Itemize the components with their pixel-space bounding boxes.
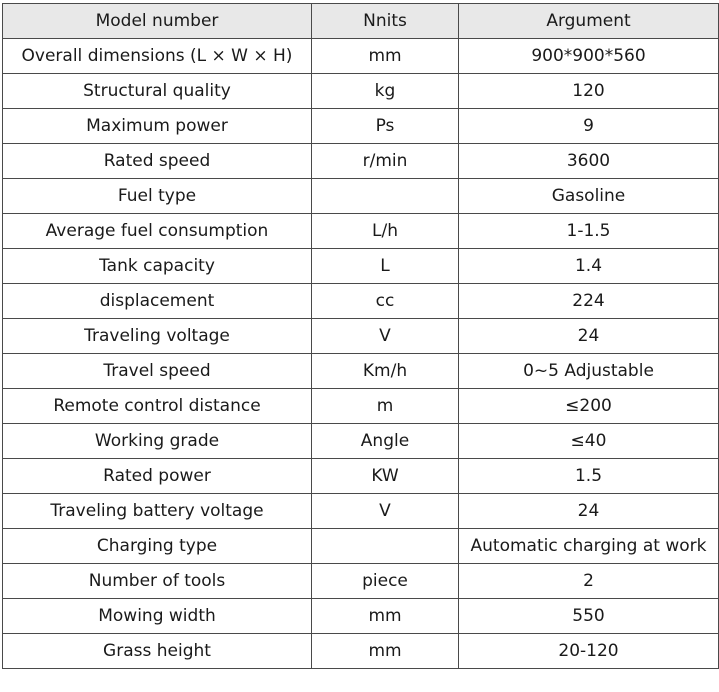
table-row xyxy=(3,214,719,249)
row-value: 20-120 xyxy=(459,634,719,669)
row-unit: L/h xyxy=(312,214,459,249)
row-value: 1-1.5 xyxy=(459,214,719,249)
row-unit: mm xyxy=(312,39,459,74)
row-value: 0~5 Adjustable xyxy=(459,354,719,389)
table-row xyxy=(3,109,719,144)
row-unit: KW xyxy=(312,459,459,494)
row-value: 120 xyxy=(459,74,719,109)
table-row xyxy=(3,389,719,424)
row-label: Average fuel consumption xyxy=(3,214,312,249)
row-label: Grass height xyxy=(3,634,312,669)
table-row xyxy=(3,354,719,389)
row-label: Traveling voltage xyxy=(3,319,312,354)
row-value: 224 xyxy=(459,284,719,319)
row-value: ≤40 xyxy=(459,424,719,459)
row-unit: V xyxy=(312,494,459,529)
row-label: Travel speed xyxy=(3,354,312,389)
row-unit xyxy=(312,529,459,564)
row-label: Traveling battery voltage xyxy=(3,494,312,529)
row-unit xyxy=(312,179,459,214)
header-argument: Argument xyxy=(459,4,719,39)
row-value: 2 xyxy=(459,564,719,599)
row-value: 24 xyxy=(459,494,719,529)
row-label: Mowing width xyxy=(3,599,312,634)
row-value: 24 xyxy=(459,319,719,354)
row-label: Rated speed xyxy=(3,144,312,179)
row-label: Working grade xyxy=(3,424,312,459)
header-units: Nnits xyxy=(312,4,459,39)
row-value: Gasoline xyxy=(459,179,719,214)
row-value: 1.5 xyxy=(459,459,719,494)
row-value: 9 xyxy=(459,109,719,144)
row-label: Structural quality xyxy=(3,74,312,109)
row-unit: mm xyxy=(312,599,459,634)
row-value: Automatic charging at work xyxy=(459,529,719,564)
row-label: Remote control distance xyxy=(3,389,312,424)
table-row xyxy=(3,459,719,494)
table-row xyxy=(3,529,719,564)
table-row xyxy=(3,74,719,109)
table-row xyxy=(3,144,719,179)
table-row xyxy=(3,249,719,284)
row-unit: mm xyxy=(312,634,459,669)
table-row xyxy=(3,424,719,459)
row-unit: Angle xyxy=(312,424,459,459)
table-row xyxy=(3,494,719,529)
row-unit: kg xyxy=(312,74,459,109)
row-value: 3600 xyxy=(459,144,719,179)
row-unit: piece xyxy=(312,564,459,599)
table-row xyxy=(3,39,719,74)
table-row xyxy=(3,319,719,354)
row-unit: m xyxy=(312,389,459,424)
row-value: ≤200 xyxy=(459,389,719,424)
row-unit: Ps xyxy=(312,109,459,144)
row-unit: r/min xyxy=(312,144,459,179)
header-model-number: Model number xyxy=(3,4,312,39)
row-label: Fuel type xyxy=(3,179,312,214)
row-value: 900*900*560 xyxy=(459,39,719,74)
table-row xyxy=(3,634,719,669)
row-label: Maximum power xyxy=(3,109,312,144)
row-unit: Km/h xyxy=(312,354,459,389)
row-value: 1.4 xyxy=(459,249,719,284)
header-row xyxy=(3,4,719,39)
row-unit: L xyxy=(312,249,459,284)
row-unit: cc xyxy=(312,284,459,319)
row-unit: V xyxy=(312,319,459,354)
table-row xyxy=(3,284,719,319)
row-label: Number of tools xyxy=(3,564,312,599)
row-label: Rated power xyxy=(3,459,312,494)
row-label: displacement xyxy=(3,284,312,319)
spec-table xyxy=(2,3,719,669)
table-row xyxy=(3,599,719,634)
table-row xyxy=(3,179,719,214)
row-label: Charging type xyxy=(3,529,312,564)
row-label: Overall dimensions (L × W × H) xyxy=(3,39,312,74)
row-value: 550 xyxy=(459,599,719,634)
row-label: Tank capacity xyxy=(3,249,312,284)
table-row xyxy=(3,564,719,599)
